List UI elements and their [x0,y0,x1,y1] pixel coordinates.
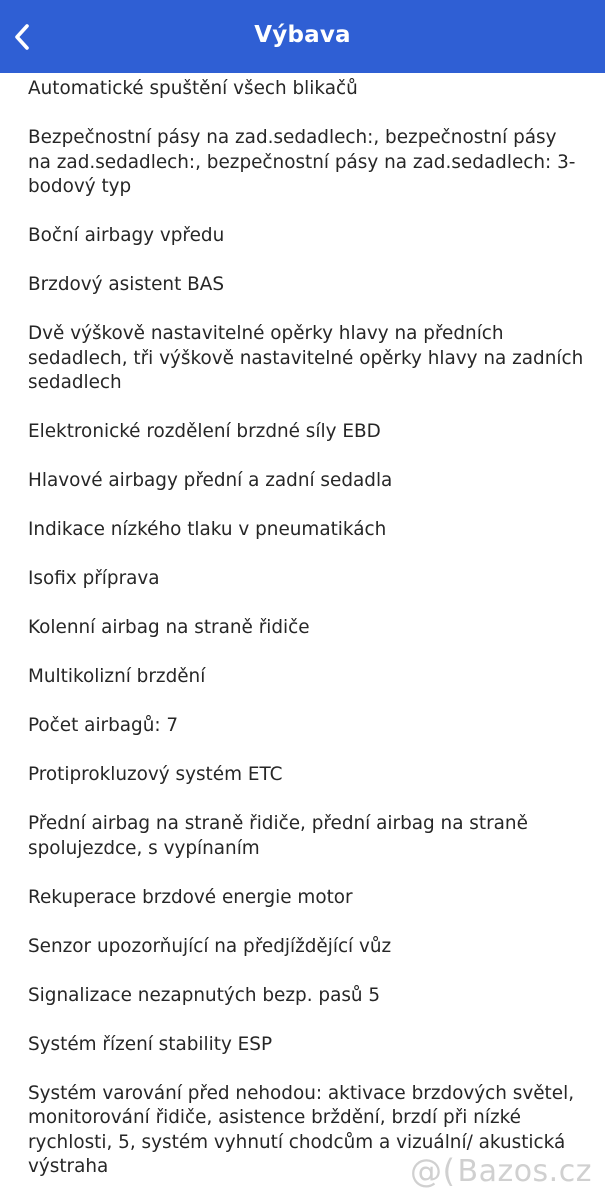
list-item: Senzor upozorňující na předjíždějící vůz [28,935,392,957]
chevron-left-icon [12,22,32,52]
top-app-bar [0,0,605,73]
page-title: Výbava [254,21,351,48]
list-item: Kolenní airbag na straně řidiče [28,617,310,638]
list-item: Boční airbagy vpředu [28,225,225,246]
list-item: Protiprokluzový systém ETC [28,764,283,785]
list-item: Indikace nízkého tlaku v pneumatikách [28,519,387,540]
list-item: Systém varování před nehodou: aktivace brzdových světel, monitorování řidiče, asistence brždění, brzdí při nízké rychlosti, 5, systém vyhnutí chodcům a vizuální/ akustická výstraha [28,1082,575,1177]
list-item: Signalizace nezapnutých bezp. pasů 5 [28,984,381,1006]
list-item: Elektronické rozdělení brzdné síly EBD [28,421,381,442]
list-item: Rekuperace brzdové energie motor [28,886,353,908]
list-item: Počet airbagů: 7 [28,715,179,736]
list-item: Hlavové airbagy přední a zadní sedadla [28,470,393,491]
list-item: Dvě výškově nastavitelné opěrky hlavy na předních sedadlech, tři výškově nastavitelné opěrky hlavy na zadních sedadlech [28,323,584,393]
list-item: Automatické spuštění všech blikačů [28,78,358,99]
list-item: Systém řízení stability ESP [28,1033,273,1055]
list-item: Brzdový asistent BAS [28,274,225,295]
back-button[interactable] [8,20,36,54]
equipment-list [0,73,605,1200]
bazos-watermark [410,1150,600,1192]
list-item: Isofix příprava [28,568,160,589]
watermark-text: Bazos.cz [457,1153,592,1189]
list-item: Bezpečnostní pásy na zad.sedadlech:, bezpečnostní pásy na zad.sedadlech:, bezpečnostní pásy na zad.sedadlech: 3-bodový typ [28,127,576,197]
watermark-at-icon: @( [410,1152,456,1190]
list-item: Přední airbag na straně řidiče, přední airbag na straně spolujezdce, s vypínaním [28,813,528,859]
list-item: Multikolizní brzdění [28,666,206,687]
